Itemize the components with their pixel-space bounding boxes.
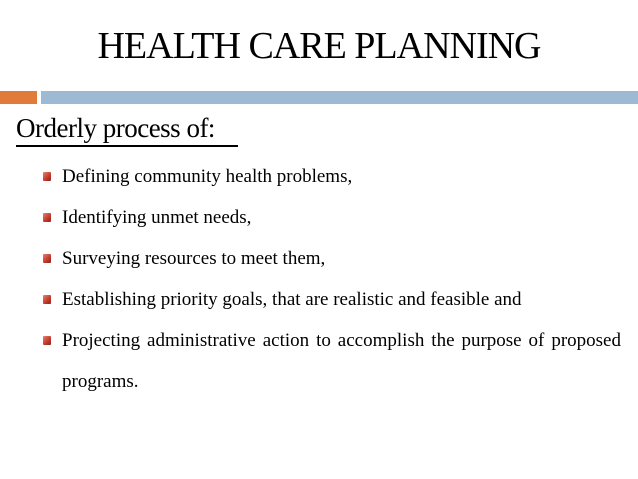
- square-bullet-icon: [43, 172, 51, 181]
- bullet-text: Identifying unmet needs,: [62, 207, 252, 228]
- list-item: [0, 320, 638, 402]
- square-bullet-icon: [43, 336, 51, 345]
- accent-bar-orange: [0, 91, 37, 104]
- square-bullet-icon: [43, 254, 51, 263]
- list-item: [0, 238, 638, 279]
- bullet-list: [0, 156, 638, 402]
- square-bullet-icon: [43, 213, 51, 222]
- subheading-underline: [16, 145, 238, 147]
- list-item: [0, 279, 638, 320]
- bullet-text: Defining community health problems,: [62, 166, 353, 187]
- subheading: Orderly process of:: [16, 113, 215, 143]
- accent-bar-blue: [41, 91, 638, 104]
- list-item: [0, 156, 638, 197]
- bullet-text: Projecting administrative action to accomplish the purpose of proposed programs.: [62, 330, 621, 392]
- slide-title: HEALTH CARE PLANNING: [97, 25, 541, 67]
- bullet-text: Establishing priority goals, that are realistic and feasible and: [62, 289, 522, 310]
- square-bullet-icon: [43, 295, 51, 304]
- list-item: [0, 197, 638, 238]
- bullet-text: Surveying resources to meet them,: [62, 248, 326, 269]
